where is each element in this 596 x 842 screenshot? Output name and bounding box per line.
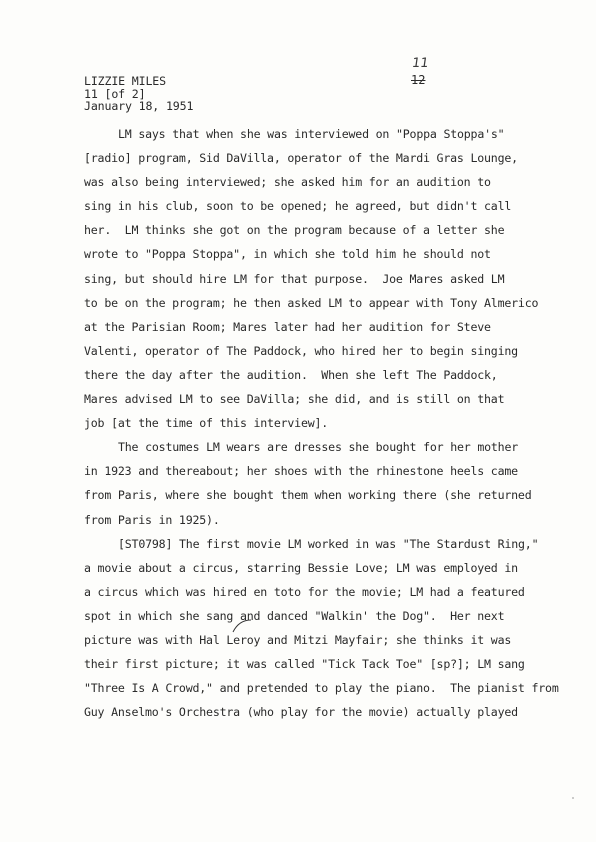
- typed-page-number: 12: [411, 73, 426, 87]
- text-line: [ST0798] The first movie LM worked in was "The Stardust Ring,": [118, 536, 539, 551]
- subject-name: LIZZIE MILES: [84, 74, 166, 88]
- transcript-body: [84, 122, 584, 724]
- text-line: in 1923 and thereabout; her shoes with the rhinestone heels came: [84, 464, 518, 479]
- text-line: from Paris, where she bought them when working there (she returned: [84, 488, 532, 503]
- text-line: a circus which was hired en toto for the movie; LM had a featured: [84, 584, 525, 599]
- text-line: job [at the time of this interview].: [84, 416, 329, 431]
- text-line: their first picture; it was called "Tick Tack Toe" [sp?]; LM sang: [84, 657, 525, 672]
- text-line: LM says that when she was interviewed on "Poppa Stoppa's": [118, 127, 505, 141]
- text-line: Guy Anselmo's Orchestra (who play for the movie) actually played: [84, 705, 518, 720]
- text-line: her. LM thinks she got on the program because of a letter she: [84, 223, 505, 238]
- handwritten-page-number: 11: [410, 56, 430, 71]
- reel-number: 11 [of 2]: [84, 86, 146, 101]
- text-line: "Three Is A Crowd," and pretended to play the piano. The pianist from: [84, 681, 559, 696]
- text-line: at the Parisian Room; Mares later had her audition for Steve: [84, 319, 491, 334]
- text-line: [radio] program, Sid DaVilla, operator of the Mardi Gras Lounge,: [84, 151, 518, 166]
- text-line: wrote to "Poppa Stoppa", in which she told him he should not: [84, 247, 491, 262]
- handwritten-correction-mark: [231, 618, 253, 634]
- text-line: spot in which she sang and danced "Walkin' the Dog". Her next: [84, 608, 505, 623]
- text-line: a movie about a circus, starring Bessie Love; LM was employed in: [84, 560, 518, 575]
- text-line: The costumes LM wears are dresses she bought for her mother: [118, 440, 519, 455]
- text-line: picture was with Hal Leroy and Mitzi Mayfair; she thinks it was: [84, 632, 512, 647]
- text-line: was also being interviewed; she asked him for an audition to: [84, 175, 491, 190]
- scan-speck: [572, 797, 574, 799]
- text-line: Mares advised LM to see DaVilla; she did, and is still on that: [84, 392, 505, 407]
- text-line: there the day after the audition. When she left The Paddock,: [84, 367, 498, 382]
- text-line: Valenti, operator of The Paddock, who hired her to begin singing: [84, 343, 518, 358]
- document-header: [84, 75, 193, 113]
- text-line: sing in his club, soon to be opened; he agreed, but didn't call: [84, 199, 512, 214]
- text-line: from Paris in 1925).: [84, 512, 220, 527]
- text-line: to be on the program; he then asked LM to appear with Tony Almerico: [84, 295, 539, 310]
- text-line: sing, but should hire LM for that purpose. Joe Mares asked LM: [84, 271, 505, 286]
- interview-date: January 18, 1951: [84, 99, 194, 113]
